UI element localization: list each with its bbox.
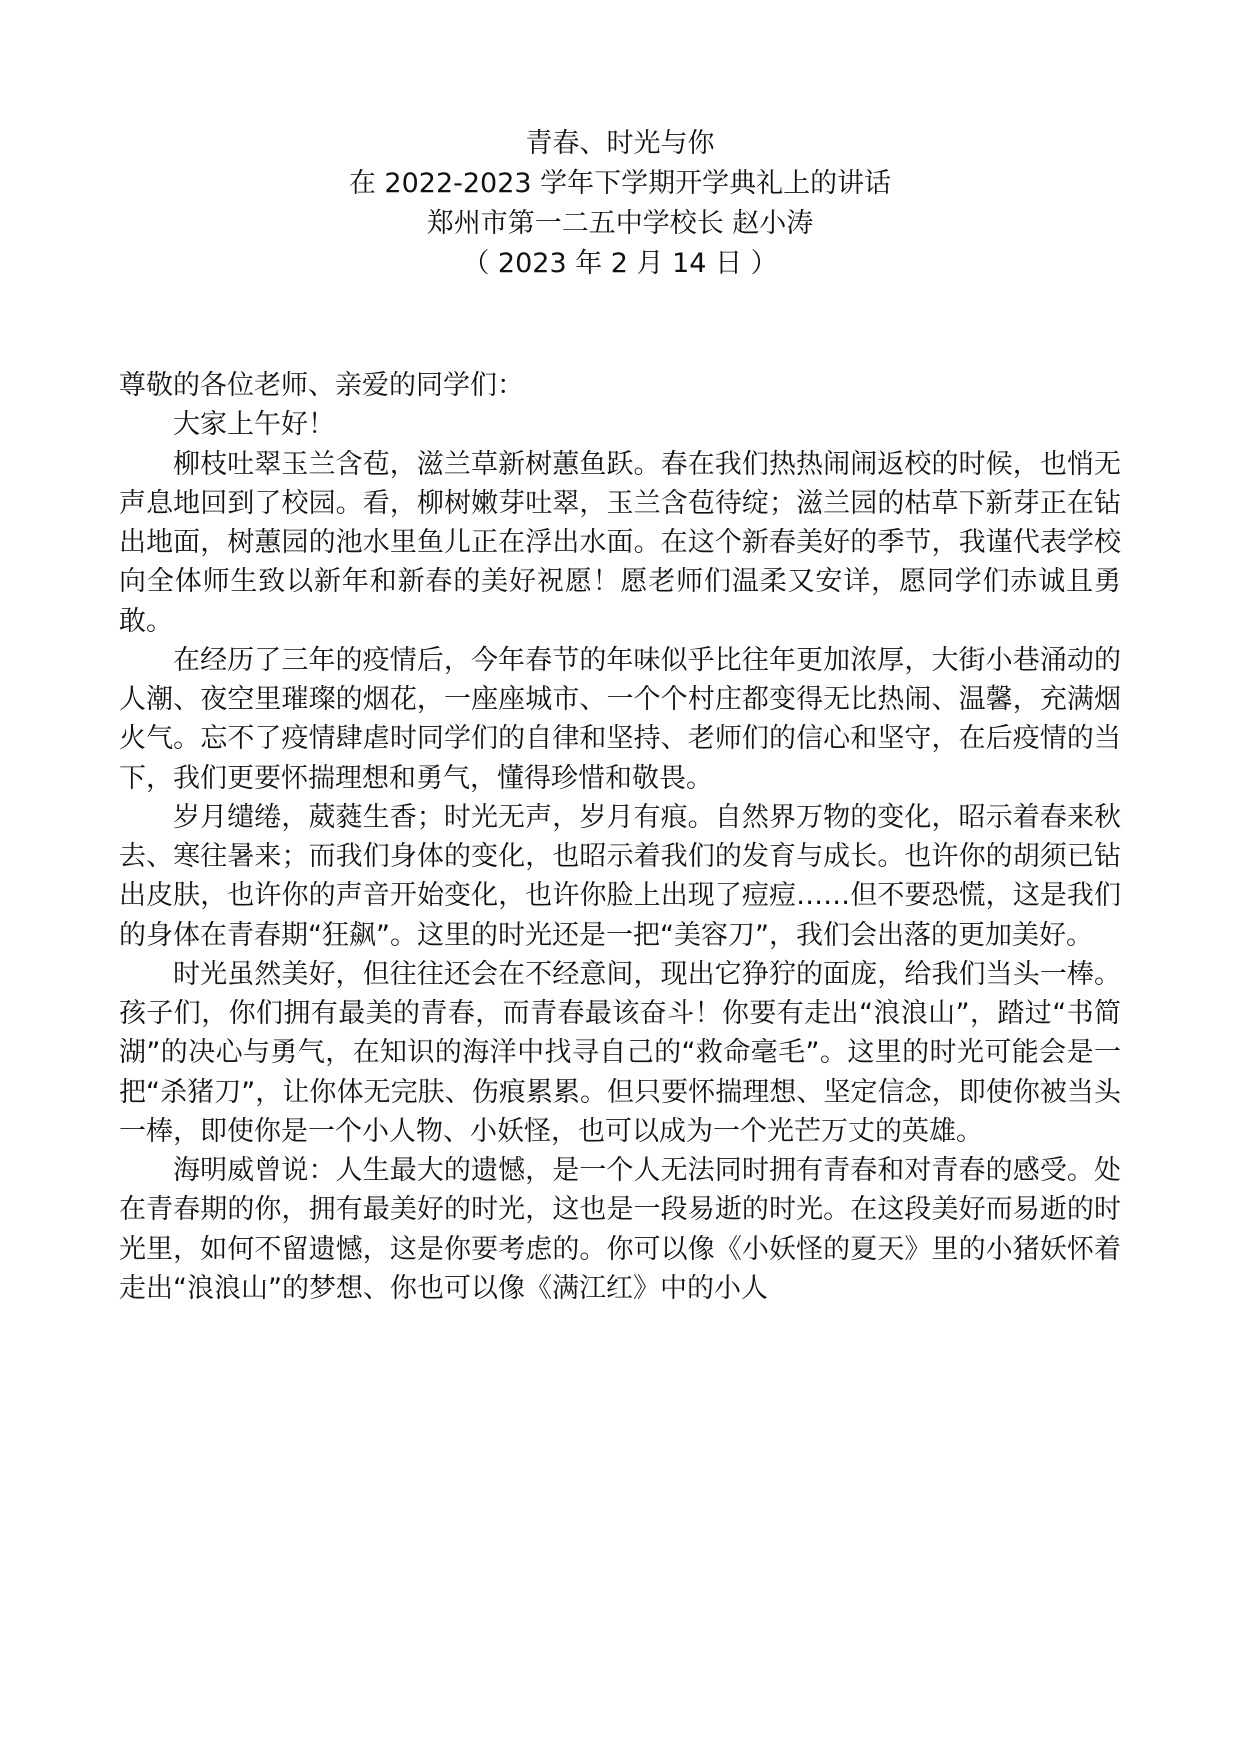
salutation: 尊敬的各位老师、亲爱的同学们： xyxy=(119,370,524,401)
paragraph-growth: 岁月缱绻，葳蕤生香；时光无声，岁月有痕。自然界万物的变化，昭示着春来秋去、寒往暑来；而我们身体的变化，也昭示着我们的发育与成长。也许你的胡须已钻出皮肤，也许你的声音开始变化，也许你脸上出现了痘痘……但不要恐慌，这是我们的身体在青春期“狂飙”。这里的时光还是一把“美容刀”，我们会出落的更加美好。 xyxy=(119,801,1121,951)
speech-body xyxy=(119,366,1121,1308)
speech-subtitle: 在 2022-2023 学年下学期开学典礼上的讲话 xyxy=(348,168,892,199)
paragraph-pandemic: 在经历了三年的疫情后，今年春节的年味似乎比往年更加浓厚，大街小巷涌动的人潮、夜空里璀璨的烟花，一座座城市、一个个村庄都变得无比热闹、温馨，充满烟火气。忘不了疫情肆虐时同学们的自律和坚持、老师们的信心和坚守，在后疫情的当下，我们更要怀揣理想和勇气，懂得珍惜和敬畏。 xyxy=(119,644,1121,794)
speech-date: （ 2023 年 2 月 14 日 ） xyxy=(462,248,778,279)
document-header xyxy=(0,124,1240,284)
paragraph-hemingway: 海明威曾说：人生最大的遗憾，是一个人无法同时拥有青春和对青春的感受。处在青春期的你，拥有最美好的时光，这也是一段易逝的时光。在这段美好而易逝的时光里，如何不留遗憾，这是你要考虑的。你可以像《小妖怪的夏天》里的小猪妖怀着走出“浪浪山”的梦想、你也可以像《满江红》中的小人 xyxy=(119,1155,1121,1304)
paragraph-spring: 柳枝吐翠玉兰含苞，滋兰草新树蕙鱼跃。春在我们热热闹闹返校的时候，也悄无声息地回到了校园。看，柳树嫩芽吐翠，玉兰含苞待绽；滋兰园的枯草下新芽正在钻出地面，树蕙园的池水里鱼儿正在浮出水面。在这个新春美好的季节，我谨代表学校向全体师生致以新年和新春的美好祝愿！愿老师们温柔又安详，愿同学们赤诚且勇敢。 xyxy=(119,448,1121,637)
paragraph-time: 时光虽然美好，但往往还会在不经意间，现出它狰狞的面庞，给我们当头一棒。孩子们，你们拥有最美的青春，而青春最该奋斗！你要有走出“浪浪山”，踏过“书简湖”的决心与勇气，在知识的海洋中找寻自己的“救命毫毛”。这里的时光可能会是一把“杀猪刀”，让你体无完肤、伤痕累累。但只要怀揣理想、坚定信念，即使你被当头一棒，即使你是一个小人物、小妖怪，也可以成为一个光芒万丈的英雄。 xyxy=(119,958,1121,1147)
speech-author: 郑州市第一二五中学校长 赵小涛 xyxy=(426,208,814,239)
paragraph-greeting: 大家上午好！ xyxy=(173,409,335,441)
speech-title: 青春、时光与你 xyxy=(525,128,715,159)
